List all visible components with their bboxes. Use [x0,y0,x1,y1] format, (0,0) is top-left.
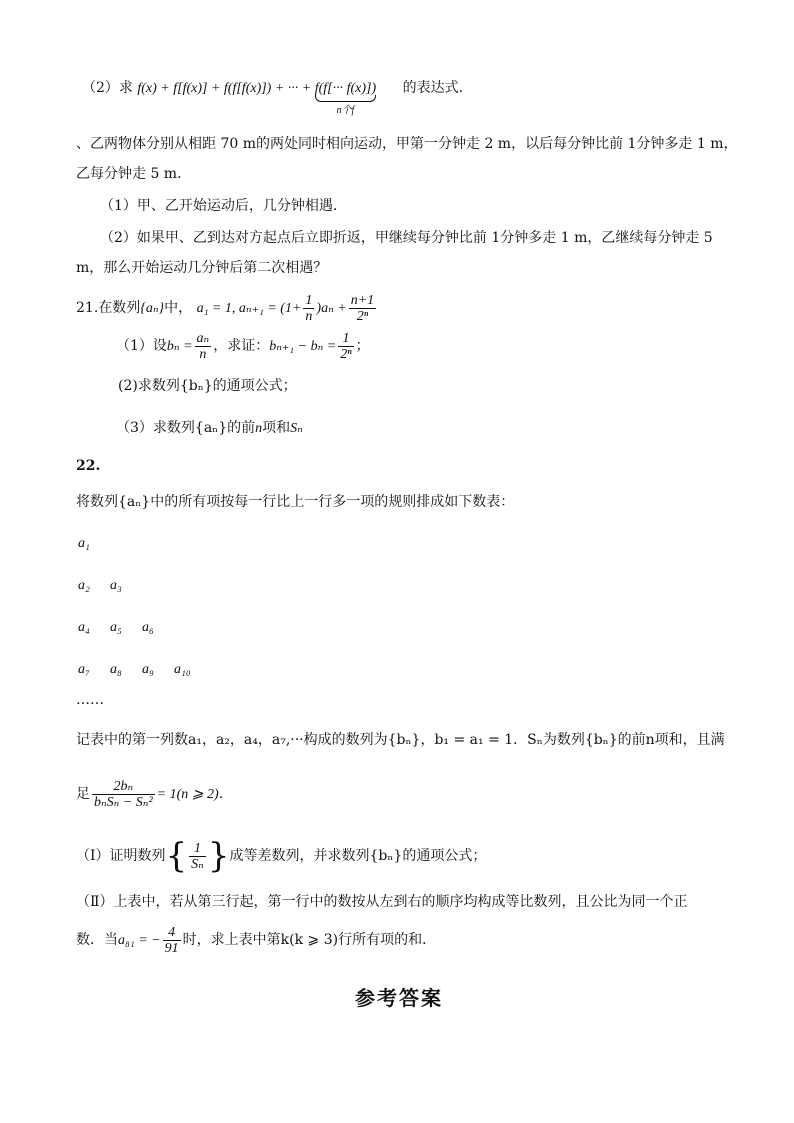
q21-p3-mid: 项和 [262,420,291,436]
q20-part-2b: m，那么开始运动几分钟后第二次相遇？ [76,260,328,276]
q21-frac-1 [303,293,314,324]
frac-numerator: 1 [338,331,353,347]
frac-numerator: n+1 [350,292,375,308]
q21-p1-prefix: （1）设 [116,338,167,354]
q22-line2-prefix: 足 [76,786,90,802]
frac-numerator: 4 [163,925,181,941]
q21-p3-n: n [255,421,263,436]
q21-part-2: (2)求数列{bₙ}的通项公式； [118,378,297,394]
q22-p1-post: 成等差数列，并求数列{bₙ}的通项公式； [229,848,487,864]
q22-p2-a81: a₈₁ = − [118,933,161,948]
array-cell: a₁ [78,536,90,551]
frac-numerator: 1 [305,292,313,308]
q20-part-1: （1）甲、乙开始运动后，几分钟相遇． [100,198,347,214]
array-cell: a₅ [110,620,122,635]
frac-denominator: Sₙ [191,856,204,872]
q22-p1-frac [189,841,206,872]
frac-denominator: n [199,346,207,362]
underbrace-label: n个f [336,105,355,116]
frac-denominator: 2ⁿ [340,346,352,362]
q21-mid: 中， [164,300,193,316]
q22-intro: 将数列{aₙ}中的所有项按每一行比上一行多一项的规则排成如下数表： [76,494,515,510]
frac-denominator: 2ⁿ [356,308,369,324]
frac-numerator: 2bₙ [92,779,155,795]
q21-seq: {aₙ} [140,301,165,316]
q2-suffix: 的表达式. [402,80,464,96]
q21-p1-eq: bₙ₊₁ − bₙ = [269,339,337,354]
q21-frac-2 [349,293,376,324]
q20-line-1: 、乙两物体分别从相距 70 m的两处同时相向运动，甲第一分钟走 2 m，以后每分钟比前 1分钟多走 1 m， [76,136,738,152]
array-row [78,534,110,554]
q22-line2-post: = 1(n ⩾ 2)． [156,787,233,802]
q22-p1-prefix: （Ⅰ）证明数列 [76,848,166,864]
frac-numerator: aₙ [196,330,210,346]
q22-p2-prefix: 数．当 [76,932,118,948]
answer-title: 参考答案 [355,986,443,1010]
frac-denominator: 91 [164,940,179,956]
q22-line-1: 记表中的第一列数a₁，a₂，a₄，a₇,···构成的数列为{bₙ}，b₁ = a₁ = 1．Sₙ为数列{bₙ}的前n项和，且满 [76,732,725,748]
array-row [78,660,206,680]
q22-line-2 [76,776,233,813]
q21-p1-mid: ，求证： [213,338,270,354]
q2-expression: f(x) + f[f(x)] + f(f[f(x)]) + ··· + [137,81,315,96]
q22-p2-frac [163,925,181,956]
q2-prefix: （2）求 [82,80,133,96]
left-brace: { [165,836,188,876]
q2-nested-text: f(f[··· f(x)]) [314,81,377,96]
q21-cond: a₁ = 1, aₙ₊₁ = (1+ [196,301,302,316]
q21-p1-rhs [338,331,353,362]
frac-denominator: bₙSₙ − Sₙ² [94,794,153,810]
q21-stem [76,292,378,325]
array-cell: a₇ [78,662,90,677]
array-row [78,576,142,596]
frac-numerator: 1 [189,841,206,857]
right-brace: } [207,836,230,876]
q21-part-3 [116,418,303,439]
array-cell: a₂ [78,578,90,593]
q21-p3-prefix: （3）求数列{aₙ}的前 [116,420,256,436]
array-cell: a₈ [110,662,122,677]
q22-condition-frac [92,779,155,810]
q21-p1-frac [195,331,212,362]
q22-part-1 [76,836,486,876]
q21-part-1 [116,330,370,363]
array-cell: a₄ [78,620,90,635]
frac-denominator: n [305,308,313,324]
q20-part-2a: （2）如果甲、乙到达对方起点后立即折返，甲继续每分钟比前 1分钟多走 1 m，乙继续每分钟走 5 [100,230,713,246]
q22-p2-post: 时，求上表中第k(k ⩾ 3)行所有项的和． [182,932,437,948]
array-cell: a₉ [142,662,154,677]
q21-p3-s: Sₙ [290,421,303,436]
q22-ellipsis: …… [76,692,104,708]
q21-cond-2: )aₙ + [316,301,347,316]
q21-p1-b: bₙ = [166,339,193,354]
q22-number: 22. [76,458,101,474]
q21-lead: 21.在数列 [76,300,141,316]
q22-part-2-line-2 [76,922,436,959]
q2-line [82,78,464,116]
array-row [78,618,174,638]
array-cell: a₁₀ [174,662,191,677]
q20-line-2: 乙每分钟走 5 m． [76,166,192,182]
q2-nested-expression [314,79,377,116]
q21-p1-end: ； [355,338,370,354]
q22-part-2-line-1: （Ⅱ）上表中，若从第三行起，第一行中的数按从左到右的顺序均构成等比数列，且公比为同一个正 [76,894,688,910]
array-cell: a₆ [142,620,154,635]
array-cell: a₃ [110,578,122,593]
